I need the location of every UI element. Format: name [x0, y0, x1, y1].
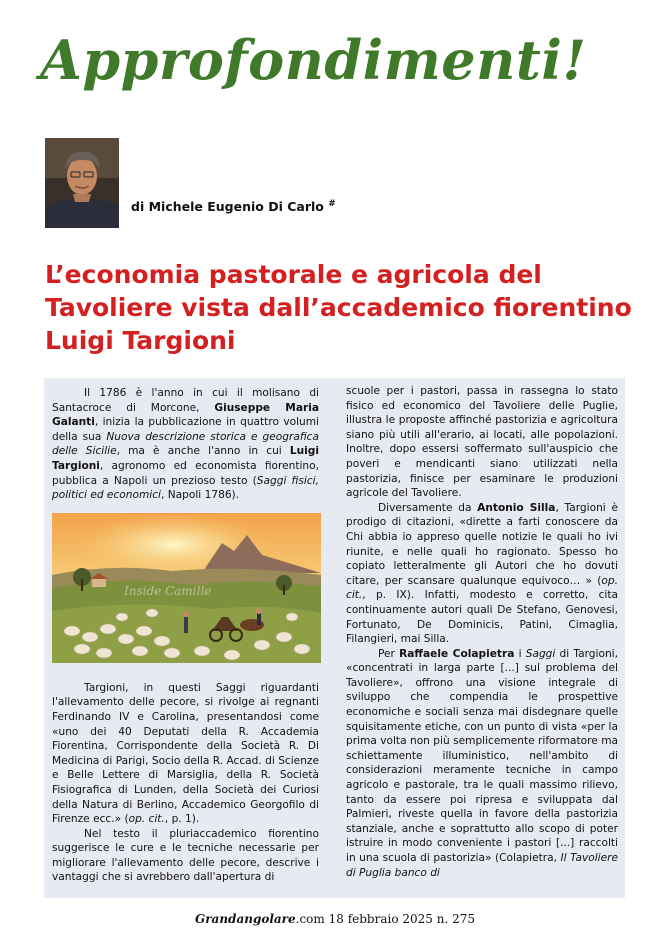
paragraph: Nel testo il pluriaccademico fiorentino suggerisce le cure e le tecniche necessarie per migliorare l'allevamento delle pecore, descrive i vantaggi che si avrebbero dall'apertura di — [52, 827, 319, 884]
article-body — [44, 378, 625, 898]
author-photo — [45, 138, 119, 228]
author-byline: di Michele Eugenio Di Carlo # — [131, 199, 336, 215]
paragraph: Diversamente da Antonio Silla, Targioni è prodigo di citazioni, «dirette a farti conoscere da Chi abbia io appreso quelle notizie le quali ho ivi riunite, e nelle quali ho ragionato. Spesso ho copiato letteralmente gli Autori che ho dovuti citare, per scansare qualunque equivoco… » (op. cit., p. IX). Infatti, modesto e corretto, cita continuamente autori quali De Stefano, Genovesi, Fortunato, De Dominicis, Patini, Cimaglia, Filangieri, mai Silla. — [346, 501, 618, 646]
footer: Grandangolare.com 18 febbraio 2025 n. 275 — [194, 912, 475, 926]
paragraph: Il 1786 è l'anno in cui il molisano di Santacroce di Morcone, Giuseppe Maria Galanti, inizia la pubblicazione in quattro volumi della sua Nuova descrizione storica e geografica delle Sicilie, ma è anche l'anno in cui Luigi Targioni, agronomo ed economista fiorentino, pubblica a Napoli un prezioso testo (Saggi fisici, politici ed economici, Napoli 1786). — [52, 387, 319, 502]
publication-date: 18 febbraio 2025 — [328, 912, 433, 926]
column-left — [52, 386, 319, 885]
paragraph: Targioni, in questi Saggi riguardanti l'allevamento delle pecore, si rivolge ai regnanti Ferdinando IV e Carolina, presentandosi come «uno dei 40 Deputati della R. Accademia Fiorentina, Corrispondente della Società R. Di Medicina di Parigi, Socio della R. Accad. di Scienze e Belle Lettere di Marsiglia, della R. Società Fisiografica di Lunden, della Società dei Curiosi della Natura di Berlino, Accademico Georgofilo di Firenze ecc.» (op. cit., p. 1). — [52, 681, 319, 826]
paragraph: scuole per i pastori, passa in rassegna lo stato fisico ed economico del Tavoliere delle Puglie, illustra le proposte affinché pastorizia e agricoltura siano più utili all'erario, ai locati, alle popolazioni. Inoltre, dopo essersi soffermato sull'auspicio che poveri e mendicanti siano utilizzati nella pastorizia, finisce per esaminare le produzioni agricole del Tavoliere. — [346, 385, 618, 500]
site-name: Grandangolare — [194, 912, 296, 926]
masthead-title: Approfondimenti! — [40, 28, 587, 92]
pastoral-illustration — [52, 513, 321, 663]
issue-number: n. 275 — [436, 912, 475, 926]
paragraph: Per Raffaele Colapietra i Saggi di Targioni, «concentrati in larga parte [...] sul problema del Tavoliere», offrono una visione integrale di sviluppo che compendia le prospettive economiche e sociali senza mai disdegnare quelle squisitamente etiche, con un punto di vista «per la prima volta non più semplicemente riformatore ma schiettamente illuministico, nell'ambito di considerazioni meramente tecniche in campo agricolo e pastorale, tra le quali massimo rilievo, tanto da essere poi ripresa e sviluppata dal Palmieri, riveste quella in favore della pastorizia stanziale, anche e soprattutto allo scopo di poter istruire in modo conveniente i pastori [...] raccolti in una scuola di pastorizia» (Colapietra, Il Tavoliere di Puglia banco di — [346, 647, 618, 879]
column-right — [346, 384, 618, 880]
svg-text:Inside Camille: Inside Camille — [124, 583, 212, 598]
article-title: L’economia pastorale e agricola del Tavoliere vista dall’accademico fiorentino Luigi Targioni — [45, 260, 632, 355]
